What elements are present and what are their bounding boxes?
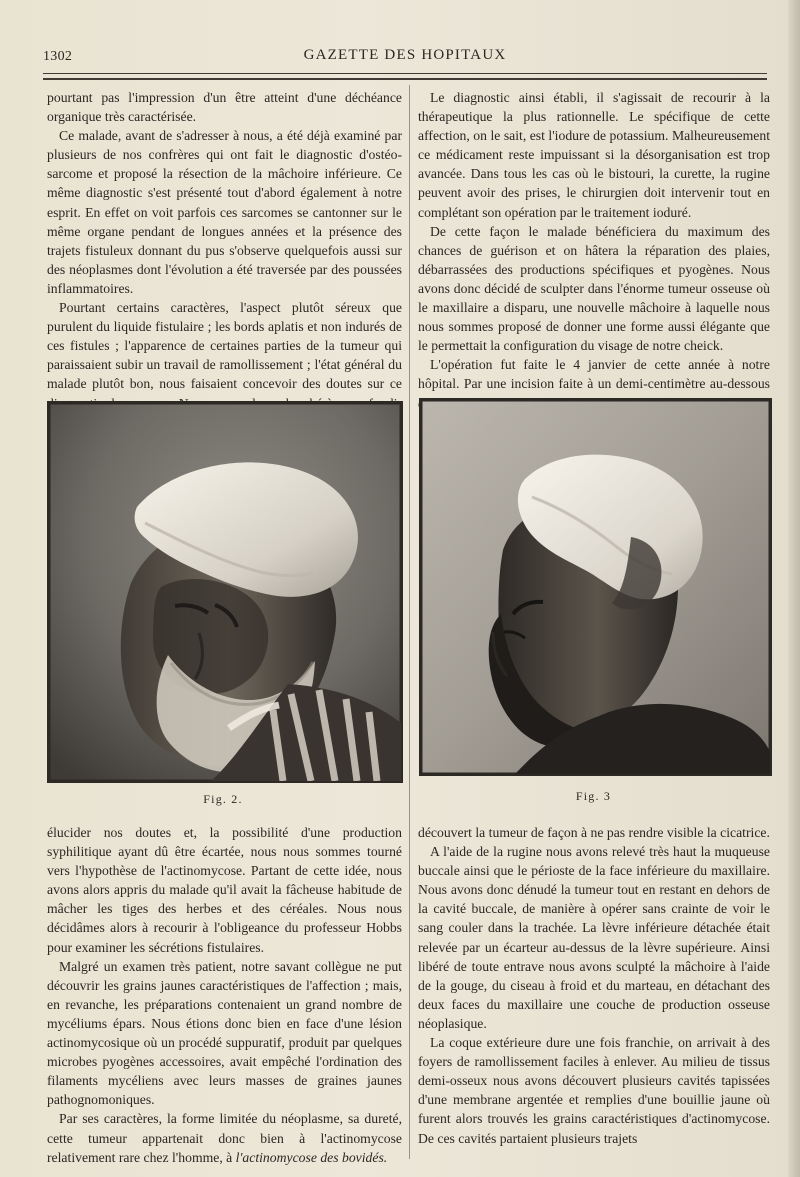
page-number: 1302: [43, 49, 73, 64]
paragraph: Pourtant certains caractères, l'aspect plutôt séreux que purulent du liquide fistulaire ; les bords aplatis et non indurés de ces fistules ; l'apparence de certaines parties de la tumeur qui paraissaient subir un travail de ramollissement ; l'état général du malade plutôt bon, nous faisaient concevoir des doutes sur ce: [47, 300, 402, 392]
left-column-bottom: [47, 823, 402, 1167]
right-column-top: [418, 88, 770, 413]
portrait-photo-figure-2: [49, 403, 401, 781]
page-spine-shadow: [788, 0, 800, 1177]
paragraph: L'opération fut faite le 4 janvier de cette année à notre hôpital. Par une incision faite à un demi-centimètre au-dessous: [418, 357, 770, 392]
right-column-bottom: [418, 823, 770, 1148]
paragraph: pourtant pas l'impression d'un être atteint d'une déchéance organique très caractérisée.: [47, 90, 402, 125]
left-column-top: [47, 88, 402, 432]
portrait-photo-figure-3: [421, 400, 770, 774]
figure-2-caption: Fig. 2.: [203, 792, 243, 806]
paragraph: Le diagnostic ainsi établi, il s'agissait de recourir à la thérapeutique la plus rationnelle. Le spécifique de cette affection, on le sait, est l'iodure de potassium. Malheureusement ce médicament reste impuissant si la désorganisation est trop avancée. Dans tous les cas où le bistouri, la curette, la rugine peuvent avoir des prises, le chirurgien doit intervenir tout en complétant son opération par le traitement ioduré.: [418, 90, 770, 220]
page-header: [43, 45, 767, 73]
paragraph-text: Par ses caractères, la forme limitée du néoplasme, sa dureté, cette tumeur appartenait donc bien à l'actinomycose relativement rare chez l'homme, à: [47, 1111, 402, 1165]
column-divider: [409, 85, 410, 1159]
paragraph: La coque extérieure dure une fois franchie, on arrivait à des foyers de ramollissement faciles à enlever. Au milieu de tissus demi-osseux nous avons découvert plusieurs cavités tapissées d'une membrane argentée et remplies d'une bouillie jaune où furent alors trouvés les grains caractéristiques d'actinomycose. De ces cavités partaient plusieurs trajets: [418, 1035, 770, 1146]
figure-2-portrait: [47, 401, 403, 783]
paragraph: découvert la tumeur de façon à ne pas rendre visible la cicatrice.: [418, 825, 770, 840]
italic-text: l'actinomycose des bovidés.: [235, 1149, 388, 1165]
header-rule-thick: [43, 78, 767, 80]
paragraph: Ce malade, avant de s'adresser à nous, a été déjà examiné par plusieurs de nos confrères qui ont fait le diagnostic d'ostéo-sarcome et proposé la résection de la mâchoire inférieure. Ce même diagnostic s'est présenté tout d'abord également à notre esprit. En effet on voit parfois ces sarcomes se cantonner sur le même organe pendant de longues années et la présence des trajets fistuleux donnant du pus s'observe quelquefois aussi sur des néoplasmes dont l'évolution a été traversée par des poussées inflammatoires.: [47, 128, 402, 296]
paragraph: Malgré un examen très patient, notre savant collègue ne put découvrir les grains jaunes caractéristiques de l'affection ; mais, en revanche, les préparations contenaient un grand nombre de mycéliums épars. Nous étions donc bien en face d'une lésion actinomycosique où un procédé suppuratif, produit par quelques microbes pyogènes accessoires, avait empêché l'ordination des filaments mycéliens avec leurs masses de graines jaunes pathognomoniques.: [47, 958, 402, 1108]
paragraph: A l'aide de la rugine nous avons relevé très haut la muqueuse buccale ainsi que le périoste de la face inférieure du maxillaire. Nous avons donc dénudé la tumeur tout en restant en dehors de la cavité buccale, de manière à opérer sans crainte de voir le sang couler dans la trachée. La lèvre inférieure détachée était relevée par un écarteur au-dessus de la lèvre supérieure. Ainsi libéré de toute entrave nous avons sculpté la mâchoire à l'aide de la gouge, du ciseau à froid et du marteau, en détachant des deux faces du maxillaire une couche de production osseuse néoplasique.: [418, 844, 770, 1031]
figure-3-caption: Fig. 3: [575, 789, 612, 803]
figure-3-portrait: [419, 398, 772, 776]
journal-title: GAZETTE DES HOPITAUX: [303, 47, 507, 63]
paragraph: [47, 1109, 402, 1166]
paragraph: élucider nos doutes et, la possibilité d'une production syphilitique ayant dû être écartée, nous nous sommes tourné vers l'hypothèse de l'actinomycose. Partant de cette idée, nous avons alors appris du malade qu'il avait la fâcheuse habitude de mâcher les tiges des herbes et des céréales. Nous nous décidâmes alors à recourir à l'obligeance du professeur Hobbs pour examiner les sécrétions fistulaires.: [47, 825, 402, 955]
header-rule-thin: [43, 73, 767, 74]
paragraph: De cette façon le malade bénéficiera du maximum des chances de guérison et on hâtera la réparation des plaies, débarrassées des productions spécifiques et pyogènes. Nous avons donc décidé de sculpter dans l'énorme tumeur osseuse où le maxillaire a disparu, une nouvelle mâchoire à laquelle nous nous sommes proposé de donner une forme aussi élégante que le permettait la configuration du visage de notre cheick.: [418, 223, 770, 354]
